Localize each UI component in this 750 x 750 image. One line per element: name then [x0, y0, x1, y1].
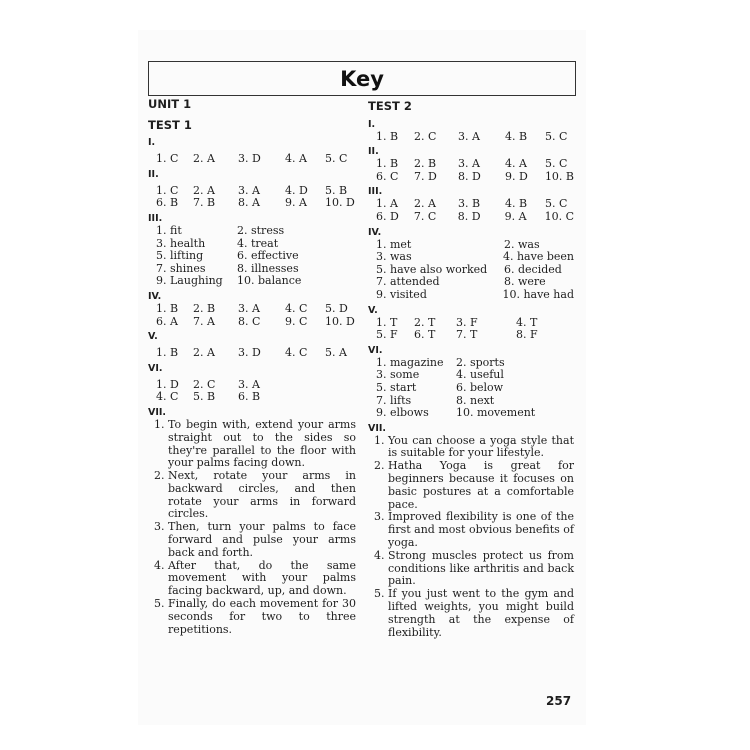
answer: 2. B: [193, 301, 216, 315]
answer: 1. B: [156, 346, 179, 360]
answer-row: [368, 158, 574, 171]
answer: 6. C: [376, 169, 399, 183]
t2-section-5: [368, 305, 574, 342]
answer: 3. A: [238, 377, 260, 391]
t2-section-7: [368, 423, 574, 640]
answer-text: Hatha Yoga is great for beginners because it focuses on basic postures at a comfortable pace.: [388, 459, 574, 511]
answer: 7. C: [413, 209, 437, 223]
answer-text: If you just went to the gym and lifted weights, you might build strength at the expense of flexibility.: [388, 587, 574, 639]
answer-row: [148, 347, 356, 360]
t2-section-2: [368, 146, 574, 183]
answer: 7. attended: [376, 275, 440, 289]
answer: 8. A: [238, 196, 260, 210]
t2-section-6: [368, 345, 574, 420]
answer: 6. B: [238, 390, 261, 404]
answer: 6. T: [414, 328, 436, 342]
answer: 4. C: [156, 390, 179, 404]
test1-heading: TEST 1: [148, 117, 192, 132]
answer: 3. A: [238, 301, 260, 315]
list-item: 2. Next, rotate your arms in backward circles, and then rotate your arms in forward circles.: [154, 469, 356, 521]
list-item: 1. To begin with, extend your arms straight out to the sides so they're parallel to the floor with your palms facing down.: [154, 417, 356, 470]
answer-row: [148, 316, 356, 329]
answer: 2. C: [193, 377, 216, 391]
answer: 6. D: [376, 209, 399, 223]
answer: 2. B: [414, 157, 437, 171]
answer: 5. C: [545, 129, 568, 143]
answer-row: [368, 329, 574, 342]
answer: 6. decided: [504, 262, 562, 276]
answer: 9. Laughing: [156, 274, 223, 288]
list-item: 5. Finally, do each movement for 30 seconds for two to three repetitions.: [154, 597, 356, 636]
answer: 1. B: [156, 301, 179, 315]
answer: 1. C: [156, 152, 179, 166]
answer: 3. F: [456, 315, 478, 329]
answer: 9. D: [504, 169, 528, 183]
t1-section-5: [148, 331, 356, 360]
section-label: V.: [148, 331, 158, 343]
answer: 3. health: [156, 236, 206, 250]
answer: 5. B: [325, 183, 348, 197]
answer: 3. A: [458, 129, 480, 143]
answer: 7. A: [193, 314, 215, 328]
answer: 5. A: [325, 346, 347, 360]
answer: 2. stress: [237, 223, 285, 237]
answer: 8. illnesses: [237, 261, 299, 275]
answer: 8. C: [238, 314, 261, 328]
answer: 3. D: [238, 346, 261, 360]
answer-row: [148, 197, 356, 210]
answer: 6. B: [156, 196, 179, 210]
answer: 9. A: [285, 196, 307, 210]
answer: 8. D: [457, 209, 481, 223]
section-label: VI.: [368, 344, 383, 356]
answer-row: [148, 391, 356, 404]
answer-row: [148, 250, 356, 263]
answer-row: [148, 275, 356, 288]
answer-row: [368, 131, 574, 144]
answer: 7. B: [193, 196, 216, 210]
right-column: [368, 100, 574, 642]
answer: 6. A: [156, 314, 178, 328]
answer: 2. C: [414, 129, 437, 143]
answer: 5. C: [325, 152, 348, 166]
answer: 5. start: [376, 380, 417, 394]
answer: 3. some: [376, 368, 420, 382]
answer: 10. D: [325, 196, 355, 210]
answer: 10. balance: [237, 274, 302, 288]
key-title-box: [148, 61, 576, 96]
t1-section-3: [148, 213, 356, 288]
t2-section-4: [368, 227, 574, 302]
answer: 5. F: [376, 328, 398, 342]
answer: 2. A: [193, 346, 215, 360]
answer: 4. A: [285, 152, 307, 166]
answer-text: Finally, do each movement for 30 seconds for two to three repetitions.: [168, 597, 356, 636]
answer: 5. lifting: [156, 249, 204, 263]
answer-row: [368, 382, 574, 395]
answer: 1. magazine: [376, 355, 444, 369]
answer: 1. D: [156, 377, 179, 391]
answer-row: [368, 407, 574, 420]
section-label: V.: [368, 304, 378, 316]
answer-text: After that, do the same movement with your palms facing backward, up, and down.: [168, 558, 356, 598]
answer-row: [148, 153, 356, 166]
answer: 8. were: [504, 275, 546, 289]
t1-section-1: [148, 137, 356, 166]
answer: 3. A: [458, 157, 480, 171]
answer: 3. was: [376, 250, 412, 264]
answer: 1. A: [376, 197, 398, 211]
answer-text: Improved flexibility is one of the first and most obvious benefits of yoga.: [388, 510, 574, 550]
answer-row: [368, 251, 574, 264]
answer: 2. A: [193, 183, 215, 197]
t2-section-3: [368, 186, 574, 223]
answer-text: You can choose a yoga style that is suitable for your lifestyle.: [388, 433, 574, 460]
answer: 5. C: [545, 197, 568, 211]
t1-section-6: [148, 363, 356, 404]
test2-heading: TEST 2: [368, 99, 412, 113]
answer: 10. have had: [502, 287, 574, 301]
answer: 4. T: [516, 315, 538, 329]
section-label: IV.: [148, 290, 162, 302]
section-label: I.: [148, 137, 156, 149]
section-label: III.: [148, 212, 163, 224]
answer: 5. D: [325, 301, 348, 315]
answer-text: Strong muscles protect us from conditions like arthritis and back pain.: [388, 548, 574, 588]
answer: 7. T: [456, 328, 478, 342]
list-item: 1. You can choose a yoga style that is suitable for your lifestyle.: [374, 433, 574, 460]
t1-section-4: [148, 291, 356, 328]
answer: 1. T: [376, 315, 398, 329]
section-label: VII.: [368, 422, 387, 434]
answer: 8. next: [456, 393, 495, 407]
answer: 4. useful: [456, 368, 504, 382]
answer: 1. C: [156, 183, 179, 197]
answer: 9. C: [285, 314, 308, 328]
answer-row: [148, 303, 356, 316]
answer: 9. visited: [376, 287, 427, 301]
answer: 3. B: [458, 197, 481, 211]
section-label: VI.: [148, 362, 163, 374]
answer: 5. B: [193, 390, 216, 404]
page-number: 257: [546, 694, 572, 708]
answer: 9. elbows: [376, 406, 429, 420]
unit-heading: UNIT 1: [148, 97, 192, 111]
list-item: 5. If you just went to the gym and lifted weights, you might build strength at the expense of flexibility.: [374, 587, 574, 639]
answer: 1. fit: [156, 223, 182, 237]
section-label: II.: [368, 146, 379, 158]
answer: 8. F: [516, 328, 538, 342]
answer: 4. have been: [502, 250, 574, 264]
answer: 6. effective: [237, 249, 299, 263]
answer: 9. A: [504, 209, 527, 223]
answer-text: Next, rotate your arms in backward circles, and then rotate your arms in forward circles.: [168, 469, 356, 521]
t2-section-1: [368, 119, 574, 144]
answer: 4. B: [505, 197, 528, 211]
answer: 10. B: [544, 169, 575, 183]
answer: 4. D: [285, 183, 308, 197]
answer: 3. D: [238, 152, 261, 166]
answer-list: [368, 435, 574, 640]
answer: 8. D: [457, 169, 481, 183]
list-item: 2. Hatha Yoga is great for beginners because it focuses on basic postures at a comfortable pace.: [374, 459, 574, 511]
answer: 7. shines: [156, 261, 206, 275]
answer-text: To begin with, extend your arms straight out to the sides so they're parallel to the floor with your palms facing down.: [168, 417, 356, 470]
answer: 2. T: [414, 315, 436, 329]
list-item: 3. Improved flexibility is one of the first and most obvious benefits of yoga.: [374, 510, 574, 550]
list-item: 3. Then, turn your palms to face forward and pulse your arms back and forth.: [154, 520, 356, 559]
section-label: III.: [368, 186, 383, 198]
answer: 6. below: [456, 380, 504, 394]
left-column: [148, 98, 356, 639]
answer: 4. C: [285, 301, 308, 315]
answer-row: [368, 289, 574, 302]
answer: 5. have also worked: [376, 262, 488, 276]
section-label: II.: [148, 168, 159, 180]
section-label: VII.: [148, 406, 167, 418]
section-label: I.: [368, 118, 376, 130]
t1-section-2: [148, 169, 356, 210]
answer: 1. B: [376, 157, 399, 171]
answer: 1. met: [376, 237, 412, 251]
answer-list: [148, 419, 356, 637]
answer: 2. was: [504, 237, 540, 251]
answer: 1. B: [376, 129, 399, 143]
answer: 10. movement: [456, 406, 536, 420]
page-title: Key: [340, 66, 384, 91]
answer: 4. treat: [237, 236, 279, 250]
t1-section-7: [148, 407, 356, 637]
answer: 2. A: [414, 197, 436, 211]
answer-row: [368, 211, 574, 224]
answer: 7. lifts: [376, 393, 412, 407]
answer: 4. C: [285, 346, 308, 360]
answer-row: [148, 225, 356, 238]
answer: 4. A: [505, 157, 527, 171]
answer: 3. A: [238, 183, 260, 197]
answer: 5. C: [545, 157, 568, 171]
section-label: IV.: [368, 226, 382, 238]
answer-text: Then, turn your palms to face forward and pulse your arms back and forth.: [168, 520, 356, 559]
list-item: 4. After that, do the same movement with your palms facing backward, up, and down.: [154, 558, 356, 598]
answer: 4. B: [505, 129, 528, 143]
answer: 2. A: [193, 152, 215, 166]
answer: 2. sports: [456, 355, 505, 369]
answer-row: [368, 171, 574, 184]
list-item: 4. Strong muscles protect us from conditions like arthritis and back pain.: [374, 548, 574, 588]
answer: 10. D: [325, 314, 355, 328]
answer: 7. D: [413, 169, 437, 183]
answer: 10. C: [544, 209, 574, 223]
